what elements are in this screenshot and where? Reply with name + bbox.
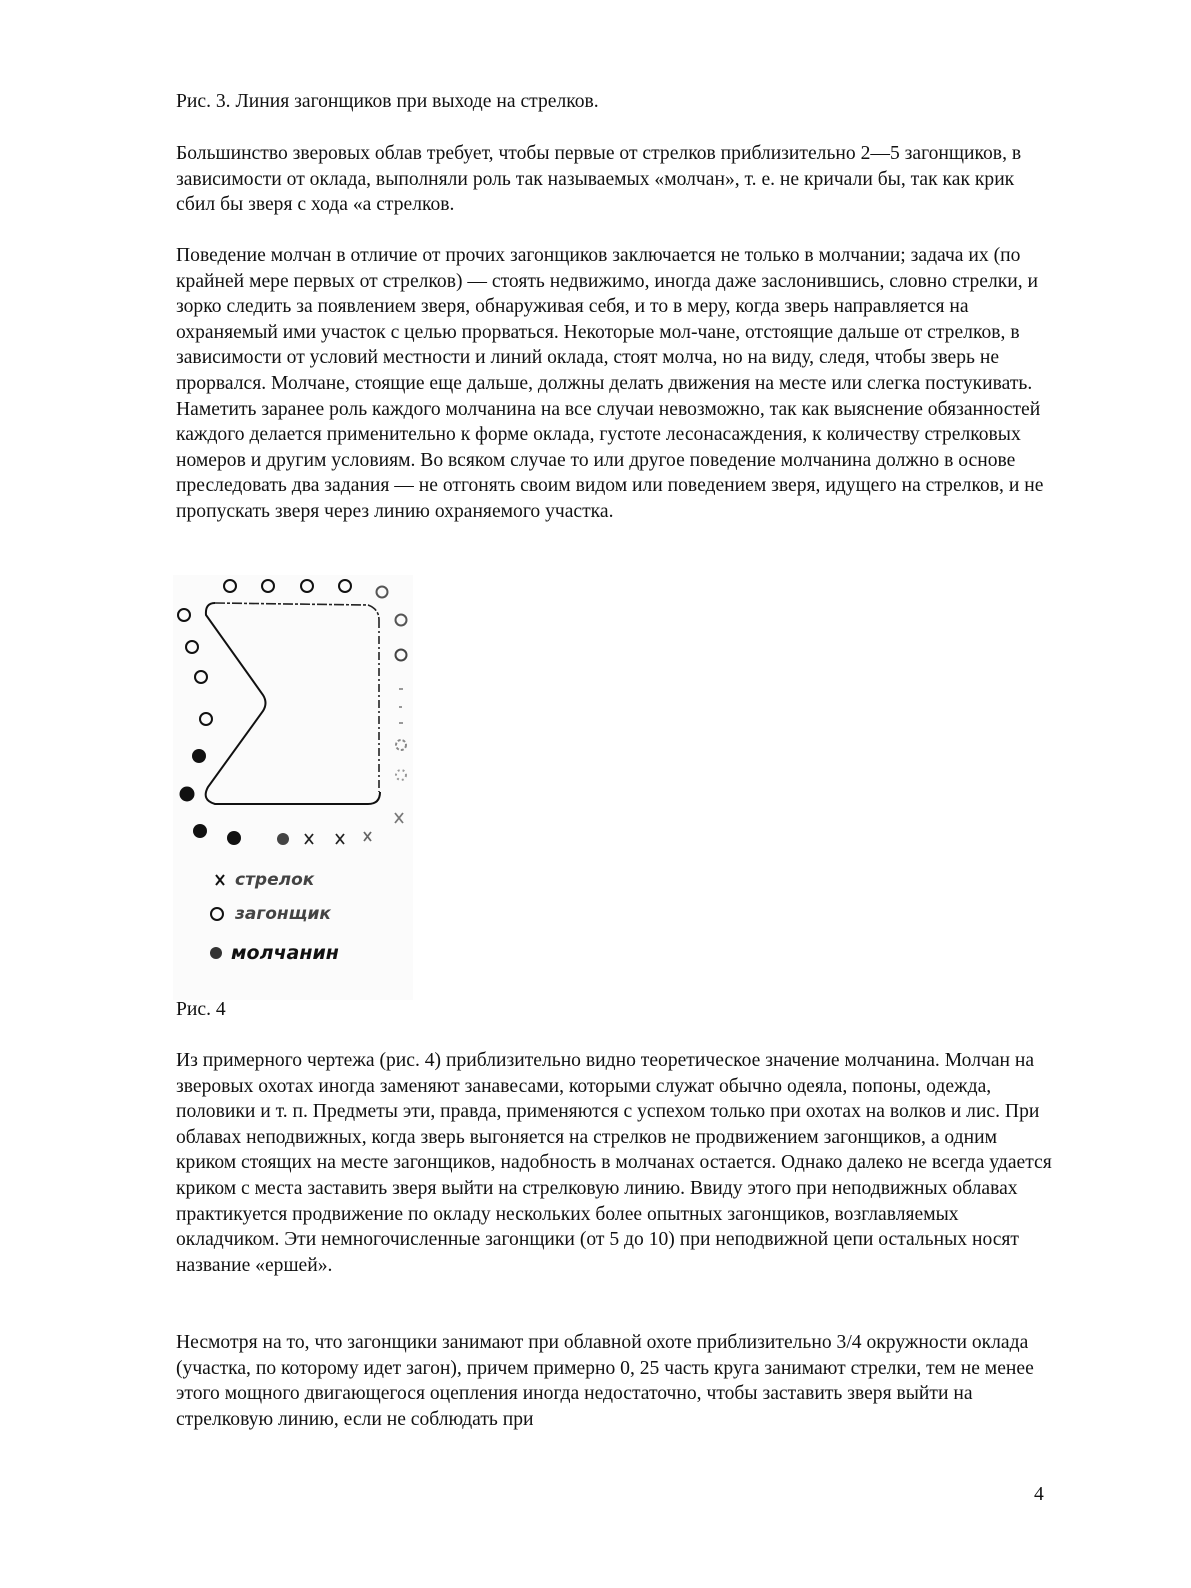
legend-label-shooter: стрелок xyxy=(235,870,315,890)
paragraph-text: Несмотря на то, что загонщики занимают при облавной охоте приблизительно 3/4 окружности оклада (участка, по которому идет загон), причем примерно 0, 25 часть круга занимают стрелки, тем не менее этого мощного двигающегося оцепления иногда недостаточно, чтобы заставить зверя выйти на стрелковую линию, если не соблюдать при xyxy=(176,1332,1034,1430)
area-outline xyxy=(206,603,380,804)
legend-shooter xyxy=(216,870,315,890)
beater-markers xyxy=(178,580,407,780)
figure-4-caption: Рис. 4 xyxy=(176,999,226,1020)
paragraph-text: Большинство зверовых облав требует, чтобы первые от стрелков приблизительно 2—5 загонщиков, в зависимости от оклада, выполняли роль так называемых «молчан», т. е. не кричали бы, так как крик сбил бы зверя с хода «а стрелков. xyxy=(176,143,1022,216)
paragraph-1 xyxy=(176,141,1056,218)
paragraph-text: Поведение молчан в отличие от прочих загонщиков заключается не только в молчании; задача их (по крайней мере первых от стрелков) — стоять недвижимо, иногда даже заслонившись, словно стрелки, и зорко следить за появлением зверя, обнаруживая себя, и то в меру, когда зверь направляется на охраняемый ими участок с целью прорваться. Некоторые мол-чане, отстоящие дальше от стрелков, в зависимости от условий местности и линий оклада, стоят молча, но на виду, следя, чтобы зверь не прорвался. Молчане, стоящие еще дальше, должны делать движения на месте или слегка постукивать. Наметить заранее роль каждого молчанина на все случаи невозможно, так как выяснение обязанностей каждого делается применительно к форме оклада, густоте лесонасаждения, к количеству стрелковых номеров и другим условиям. Во всяком случае то или другое поведение молчанина должно в основе преследовать два задания — не отгонять своим видом или поведением зверя, идущего на стрелков, и не пропускать зверя через линию охраняемого участка. xyxy=(176,245,1044,522)
area-outline-top xyxy=(215,603,379,620)
legend-label-beater: загонщик xyxy=(235,904,331,924)
shooter-markers xyxy=(305,813,403,844)
faint-markers xyxy=(399,688,403,724)
paragraph-3 xyxy=(176,1048,1056,1278)
page-number: 4 xyxy=(1034,1484,1044,1505)
legend-beater xyxy=(211,904,331,924)
paragraph-text: Из примерного чертежа (рис. 4) приблизительно видно теоретическое значение молчанина. Молчан на зверовых охотах иногда заменяют занавесами, которыми служат обычно одеяла, попоны, одежда, половики и т. п. Предметы эти, правда, применяются с успехом только при охотах на волков и лис. При облавах неподвижных, когда зверь выгоняется на стрелков не продвижением загонщиков, а одним криком стоящих на месте загонщиков, надобность в молчанах остается. Однако далеко не всегда удается криком с места заставить зверя выйти на стрелковую линию. Ввиду этого при неподвижных облавах практикуется продвижение по окладу нескольких более опытных загонщиков, возглавляемых окладчиком. Эти немногочисленные загонщики (от 5 до 10) при неподвижной цепи остальных носят название «ершей». xyxy=(176,1050,1052,1276)
caption-text: Рис. 3. Линия загонщиков при выходе на стрелков. xyxy=(176,91,599,112)
legend-label-silent-beater: молчанин xyxy=(231,942,339,964)
figure-4-diagram xyxy=(173,575,413,1000)
paragraph-4 xyxy=(176,1330,1056,1432)
legend-silent-beater xyxy=(210,942,339,964)
legend xyxy=(210,870,339,964)
hunt-layout-diagram xyxy=(173,575,413,1000)
silent-beater-markers xyxy=(180,749,290,845)
figure-3-caption xyxy=(176,89,1056,115)
paragraph-2 xyxy=(176,243,1056,525)
